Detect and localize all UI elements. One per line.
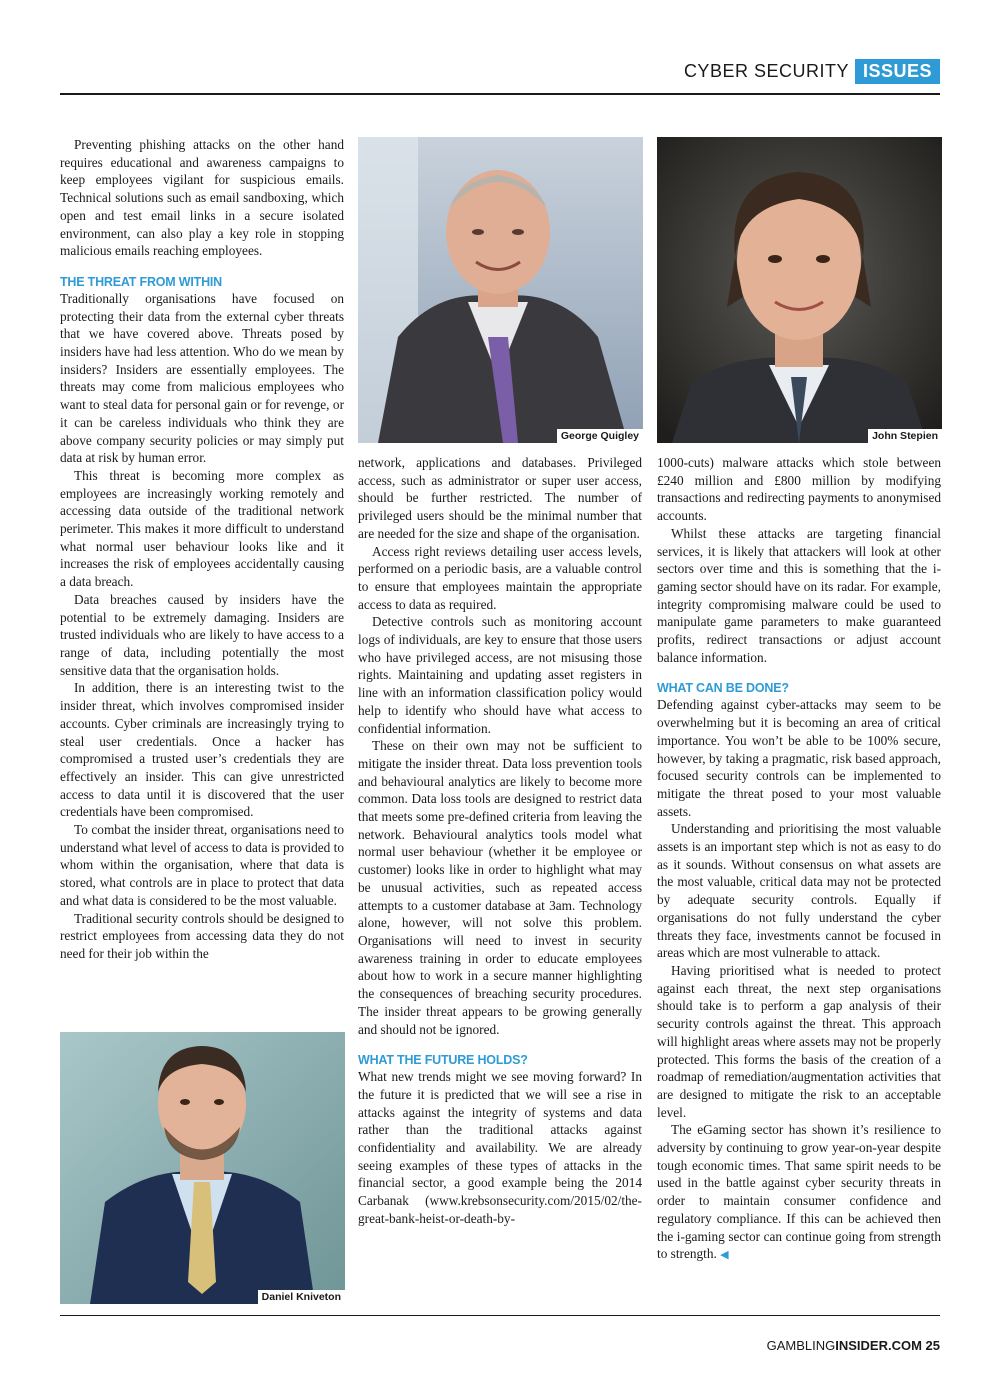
paragraph: network, applications and databases. Privileged access, such as administrator or super user access, should be further restricted. The number of privileged users should be the minimal number that are needed for the size and shape of the organisation. [358,455,642,541]
photo-daniel-kniveton [60,1032,345,1304]
paragraph-text: The eGaming sector has shown it’s resilience to adversity by continuing to grow year-on-year despite tough economic times. That same spirit needs to be used in the battle against cyber security threats in order to maintain consumer confidence and regulatory compliance. If this can be achieved then the i-gaming sector can continue going from strength to strength. [657,1122,941,1262]
end-mark-icon: ◀ [720,1248,729,1262]
photo-john-stepien [657,137,942,443]
paragraph: Understanding and prioritising the most valuable assets is an important step which is not as easy to do as it sounds. Without consensus on what assets are the most valuable, critical data may not be protected by adequate security controls. Equally if organisations do not fully understand the cyber threats they face, investments cannot be focused in areas which are most vulnerable to attack. [657,821,941,961]
paragraph: Preventing phishing attacks on the other hand requires educational and awareness campaigns to keep employees vigilant for suspicious emails. Technical solutions such as email sandboxing, which open and test email links in a secure isolated environment, can also play a key role in stopping malicious emails reaching employees. [60,137,344,259]
column-3 [657,454,941,1264]
photo-caption: George Quigley [557,429,643,443]
section-tag: ISSUES [855,59,940,84]
paragraph: Detective controls such as monitoring account logs of individuals, are key to ensure that those users who have privileged access, are not misusing those rights. Maintaining and updating asset registers in line with an information classification policy would help to identify who should have what access to confidential information. [358,614,642,736]
subheading-future-holds: WHAT THE FUTURE HOLDS? [358,1053,528,1068]
paragraph: Traditionally organisations have focused on protecting their data from the external cyber threats that we have covered above. Threats posed by insiders have had less attention. Who do we mean by insiders? Insiders are essentially employees. The threats may come from malicious employees who want to steal data for personal gain or for revenge, or it can be careless individuals who think they are above company security policies or may simply put data at risk by human error. [60,290,344,466]
paragraph: Defending against cyber-attacks may seem to be overwhelming but it is becoming an area of critical importance. You won’t be able to be 100% secure, however, by taking a pragmatic, risk based approach, focused security controls can be implemented to mitigate the threat posed to your most valuable assets. [657,697,941,819]
paragraph-final [657,1121,941,1264]
subheading-threat-from-within: THE THREAT FROM WITHIN [60,274,223,289]
paragraph: Traditional security controls should be designed to restrict employees from accessing data they do not need for their job within the [60,910,344,961]
footer-brand-light: GAMBLING [766,1338,836,1353]
paragraph: Data breaches caused by insiders have the potential to be extremely damaging. Insiders are trusted individuals who are likely to have access to a range of data, including potentially the most sensitive data that the organisation holds. [60,591,344,678]
subheading-what-can-be-done: WHAT CAN BE DONE? [657,681,789,696]
section-header [684,57,940,85]
paragraph: Having prioritised what is needed to protect against each threat, the next step organisations should take is to perform a gap analysis of their security controls against the threat. This approach will highlight areas where assets may not be properly protected. This forms the basis of the creation of a roadmap of remediation/augmentation activities that are designed to mitigate the risk to an acceptable level. [657,962,941,1120]
page-footer [767,1338,940,1353]
bottom-rule [60,1315,940,1316]
photo-george-quigley [358,137,643,443]
paragraph: 1000-cuts) malware attacks which stole between £240 million and £800 million by modifying transactions and redirecting payments to anonymised accounts. [657,455,941,524]
column-2 [358,454,642,1228]
paragraph: To combat the insider threat, organisations need to understand what level of access to data is provided to whom within the organisation, where that data is stored, what controls are in place to protect that data and what data is considered to be the most valuable. [60,822,344,908]
section-title: CYBER SECURITY [683,60,849,81]
photo-caption: John Stepien [868,429,942,443]
top-rule [60,93,940,95]
column-1 [60,136,344,963]
paragraph: These on their own may not be sufficient to mitigate the insider threat. Data loss prevention tools and behavioural analytics are likely to become more common. Data loss tools are designed to restrict data that meets some pre-defined criteria from leaving the network. Behavioural analytics tools model what normal user behaviour (whether it be employee or customer) looks like in order to highlight what may be unusual activities, such as repeated access attempts to a customer database at 3am. Technology alone, however, will not solve this problem. Organisations will need to invest in security awareness training in order to educate employees about how to work in a secure manner highlighting the consequences of breaching security procedures. The insider threat appears to be growing generally and should not be ignored. [358,738,642,1037]
paragraph: What new trends might we see moving forward? In the future it is predicted that we will see a rise in attacks against the integrity of systems and data rather than the traditional attacks against confidentiality and availability. We are already seeing examples of these types of attacks in the financial sector, a good example being the 2014 Carbanak (www.krebsonsecurity.com/2015/02/the-great-bank-heist-or-death-by- [358,1069,642,1226]
paragraph: In addition, there is an interesting twist to the insider threat, which involves compromised insider accounts. Cyber criminals are increasingly trying to steal user credentials. Once a hacker has compromised a trusted user’s credentials they are effectively an insider. This can give unrestricted access to data until it is discovered that the user credentials have been compromised. [60,680,344,820]
paragraph: Access right reviews detailing user access levels, performed on a periodic basis, are a valuable control to ensure that employees maintain the appropriate access to data as required. [358,543,642,612]
footer-brand-bold: INSIDER.COM [835,1338,922,1353]
photo-caption: Daniel Kniveton [258,1290,345,1304]
page-number: 25 [925,1338,940,1353]
paragraph: Whilst these attacks are targeting financial services, it is likely that attackers will look at other sectors over time and this is something that the i-gaming sector should have on its radar. For example, integrity compromising malware could be used to manipulate game parameters to make guaranteed profits, redirect transactions or adjust account balance information. [657,525,941,665]
paragraph: This threat is becoming more complex as employees are increasingly working remotely and accessing data outside of the traditional network perimeter. This makes it more difficult to understand what normal user behaviour looks like and it increases the risk of employees accidentally causing a data breach. [60,467,344,590]
